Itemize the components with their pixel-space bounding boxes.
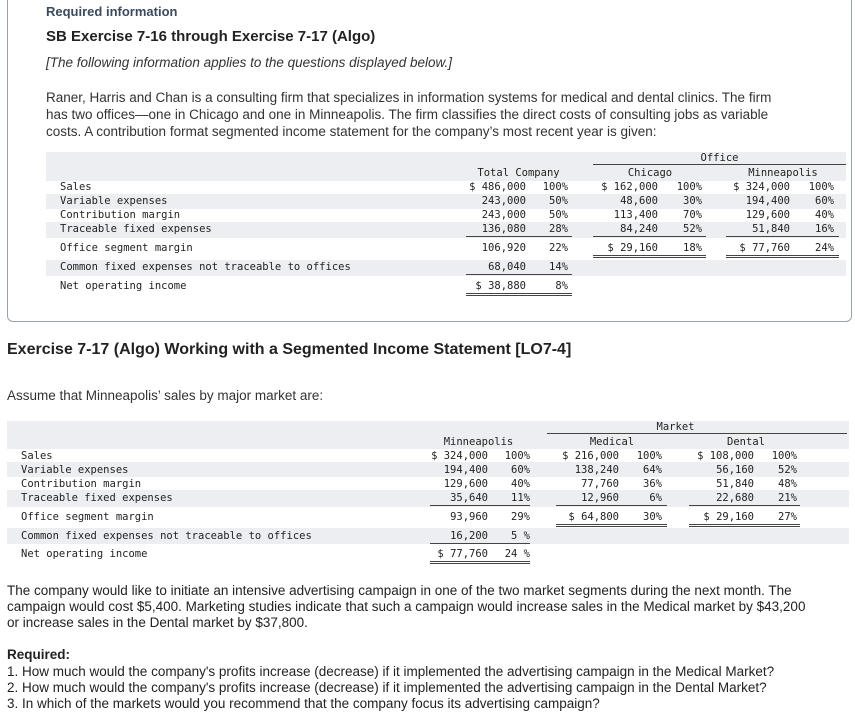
table1-cell-total-pct: 28%: [549, 223, 568, 235]
table2-cell-min: 35,640: [450, 492, 488, 504]
table2-cell-min-pct: 24 %: [504, 548, 530, 560]
table2-cell-label: Contribution margin: [21, 478, 142, 490]
table1-cell-chi: $ 162,000: [601, 181, 658, 193]
table1-cell-chi: 48,600: [620, 195, 658, 207]
table1-cell-chi-pct: 70%: [683, 209, 702, 221]
table1-cell-min-pct: 16%: [815, 223, 834, 235]
table2-cell-den: $ 108,000: [697, 450, 754, 462]
table2-rule: [556, 524, 667, 525]
table1-cell-total-pct: 50%: [549, 195, 568, 207]
table1-cell-label: Contribution margin: [60, 209, 181, 221]
table1-cell-min: $ 324,000: [733, 181, 790, 193]
required-information-heading: Required information: [46, 4, 178, 19]
table1-cell-min-pct: 24%: [815, 242, 834, 254]
table2-cell-med: 138,240: [574, 464, 619, 476]
table2-rule: [689, 524, 800, 525]
table1-rule: [593, 236, 706, 237]
table2-cell-label: Common fixed expenses not traceable to offices: [21, 530, 312, 542]
table2-col-medical: Medical: [589, 436, 635, 448]
table2-cell-label: Variable expenses: [21, 464, 129, 476]
table1-cell-min: 194,400: [745, 195, 790, 207]
table2-cell-med-pct: 100%: [636, 450, 662, 462]
table1-cell-total: $ 486,000: [469, 181, 526, 193]
table1-cell-total-pct: 14%: [549, 261, 568, 273]
exercise-title: SB Exercise 7-16 through Exercise 7-17 (Algo): [46, 28, 376, 45]
table2-cell-min-pct: 29%: [511, 511, 530, 523]
table1-cell-min: 51,840: [752, 223, 790, 235]
table2-cell-med-pct: 6%: [649, 492, 662, 504]
table1-cell-label: Office segment margin: [60, 242, 193, 254]
table2-cell-min-pct: 40%: [511, 478, 530, 490]
table1-cell-min: $ 77,760: [739, 242, 790, 254]
table2-cell-min: 129,600: [443, 478, 488, 490]
campaign-line-3: or increase sales in the Dental market by $37,800.: [7, 615, 308, 630]
table1-cell-chi-pct: 18%: [683, 242, 702, 254]
table1-cell-total: 243,000: [481, 209, 526, 221]
table2-rule: [430, 563, 530, 564]
table1-cell-total: 243,000: [481, 195, 526, 207]
table2-cell-label: Sales: [21, 450, 53, 462]
table2-cell-den-pct: 27%: [778, 511, 797, 523]
table1-cell-total-pct: 100%: [542, 181, 568, 193]
table1-rule: [593, 257, 706, 258]
table1-cell-total: 68,040: [488, 261, 526, 273]
table2-cell-min: 16,200: [450, 530, 488, 542]
table1-col-total: Total Company: [477, 167, 560, 179]
table1-cell-chi: 113,400: [613, 209, 658, 221]
table1-cell-total-pct: 22%: [549, 242, 568, 254]
table1-cell-chi-pct: 52%: [683, 223, 702, 235]
table2-group-market: Market: [656, 421, 695, 433]
table2-cell-den-pct: 21%: [778, 492, 797, 504]
table2-cell-label: Traceable fixed expenses: [21, 492, 173, 504]
table2-rule: [689, 505, 800, 506]
info-note: [The following information applies to the questions displayed below.]: [46, 55, 452, 70]
exercise-7-17-title: Exercise 7-17 (Algo) Working with a Segmented Income Statement [LO7-4]: [7, 341, 572, 358]
campaign-line-1: The company would like to initiate an intensive advertising campaign in one of the two market segments during the next month. The: [7, 583, 792, 598]
intro-line-3: costs. A contribution format segmented income statement for the company’s most recent year is given:: [46, 124, 657, 139]
table2-cell-min: 194,400: [443, 464, 488, 476]
table2-cell-den-pct: 52%: [778, 464, 797, 476]
table2-cell-den: $ 29,160: [703, 511, 754, 523]
table1-cell-total-pct: 8%: [555, 280, 568, 292]
table1-cell-total: $ 38,880: [475, 280, 526, 292]
table1-cell-chi-pct: 100%: [676, 181, 702, 193]
table2-cell-med-pct: 30%: [643, 511, 662, 523]
campaign-line-2: campaign would cost $5,400. Marketing studies indicate that such a campaign would increase sales in the Medical market by $43,200: [7, 599, 806, 614]
required-item-1: 1. How much would the company's profits increase (decrease) if it implemented the advertising campaign in the Medical Market?: [7, 664, 775, 679]
table1-col-minneapolis: Minneapolis: [748, 167, 818, 179]
assume-text: Assume that Minneapolis’ sales by major market are:: [7, 388, 324, 403]
table2-rule: [430, 543, 530, 544]
table2-cell-med-pct: 64%: [643, 464, 662, 476]
table1-cell-chi: 84,240: [620, 223, 658, 235]
table1-cell-min: 129,600: [745, 209, 790, 221]
table2-rule: [689, 526, 800, 527]
required-item-3: 3. In which of the markets would you recommend that the company focus its advertising campaign?: [7, 696, 600, 711]
table2-rule: [430, 505, 530, 506]
table2-cell-den-pct: 100%: [771, 450, 797, 462]
table2-cell-min-pct: 100%: [504, 450, 530, 462]
table2-rule: [556, 526, 667, 527]
table1-group-office: Office: [700, 152, 739, 164]
table2-cell-min-pct: 60%: [511, 464, 530, 476]
table1-cell-min-pct: 40%: [815, 209, 834, 221]
table1-cell-label: Net operating income: [60, 280, 187, 292]
required-item-2: 2. How much would the company's profits increase (decrease) if it implemented the advertising campaign in the Dental Market?: [7, 680, 767, 695]
required-heading: Required:: [7, 647, 71, 662]
table2-cell-label: Office segment margin: [21, 511, 154, 523]
table2-cell-label: Net operating income: [21, 548, 148, 560]
table2-cell-min-pct: 5 %: [511, 530, 530, 542]
table2-rule: [430, 561, 530, 562]
table1-col-chicago: Chicago: [627, 167, 673, 179]
table2-col-dental: Dental: [727, 436, 765, 448]
table1-cell-chi: $ 29,160: [607, 242, 658, 254]
table2-cell-min: $ 77,760: [437, 548, 488, 560]
table1-rule: [726, 255, 839, 256]
table1-rule: [726, 236, 839, 237]
table1-rule: [466, 295, 572, 296]
table1-rule: [593, 255, 706, 256]
table1-cell-chi-pct: 30%: [683, 195, 702, 207]
table2-cell-med: $ 64,800: [568, 511, 619, 523]
table1-cell-total: 136,080: [481, 223, 526, 235]
table1-cell-total-pct: 50%: [549, 209, 568, 221]
table1-cell-total: 106,920: [481, 242, 526, 254]
table1-rule: [466, 274, 572, 275]
table1-cell-min-pct: 60%: [815, 195, 834, 207]
table1-cell-label: Variable expenses: [60, 195, 168, 207]
table1-rule: [466, 236, 572, 237]
intro-line-1: Raner, Harris and Chan is a consulting firm that specializes in information systems for medical and dental clinics. The firm: [46, 90, 772, 105]
table1-cell-label: Sales: [60, 181, 92, 193]
table2-cell-den: 22,680: [716, 492, 754, 504]
table2-cell-min: $ 324,000: [431, 450, 488, 462]
table1-cell-label: Traceable fixed expenses: [60, 223, 212, 235]
table2-cell-med: 12,960: [581, 492, 619, 504]
table2-cell-den-pct: 48%: [778, 478, 797, 490]
table2-cell-min: 93,960: [450, 511, 488, 523]
table2-cell-med: $ 216,000: [562, 450, 619, 462]
table2-cell-med: 77,760: [581, 478, 619, 490]
table1-cell-label: Common fixed expenses not traceable to offices: [60, 261, 351, 273]
table1-rule: [726, 257, 839, 258]
table2-rule: [556, 505, 667, 506]
table1-rule: [466, 293, 572, 294]
table2-cell-den: 51,840: [716, 478, 754, 490]
table2-cell-den: 56,160: [716, 464, 754, 476]
table2-cell-med-pct: 36%: [643, 478, 662, 490]
table2-cell-min-pct: 11%: [511, 492, 530, 504]
table2-col-minneapolis: Minneapolis: [443, 436, 514, 448]
table1-cell-min-pct: 100%: [808, 181, 834, 193]
intro-line-2: has two offices—one in Chicago and one in Minneapolis. The firm classifies the direct costs of consulting jobs as variable: [46, 107, 769, 122]
